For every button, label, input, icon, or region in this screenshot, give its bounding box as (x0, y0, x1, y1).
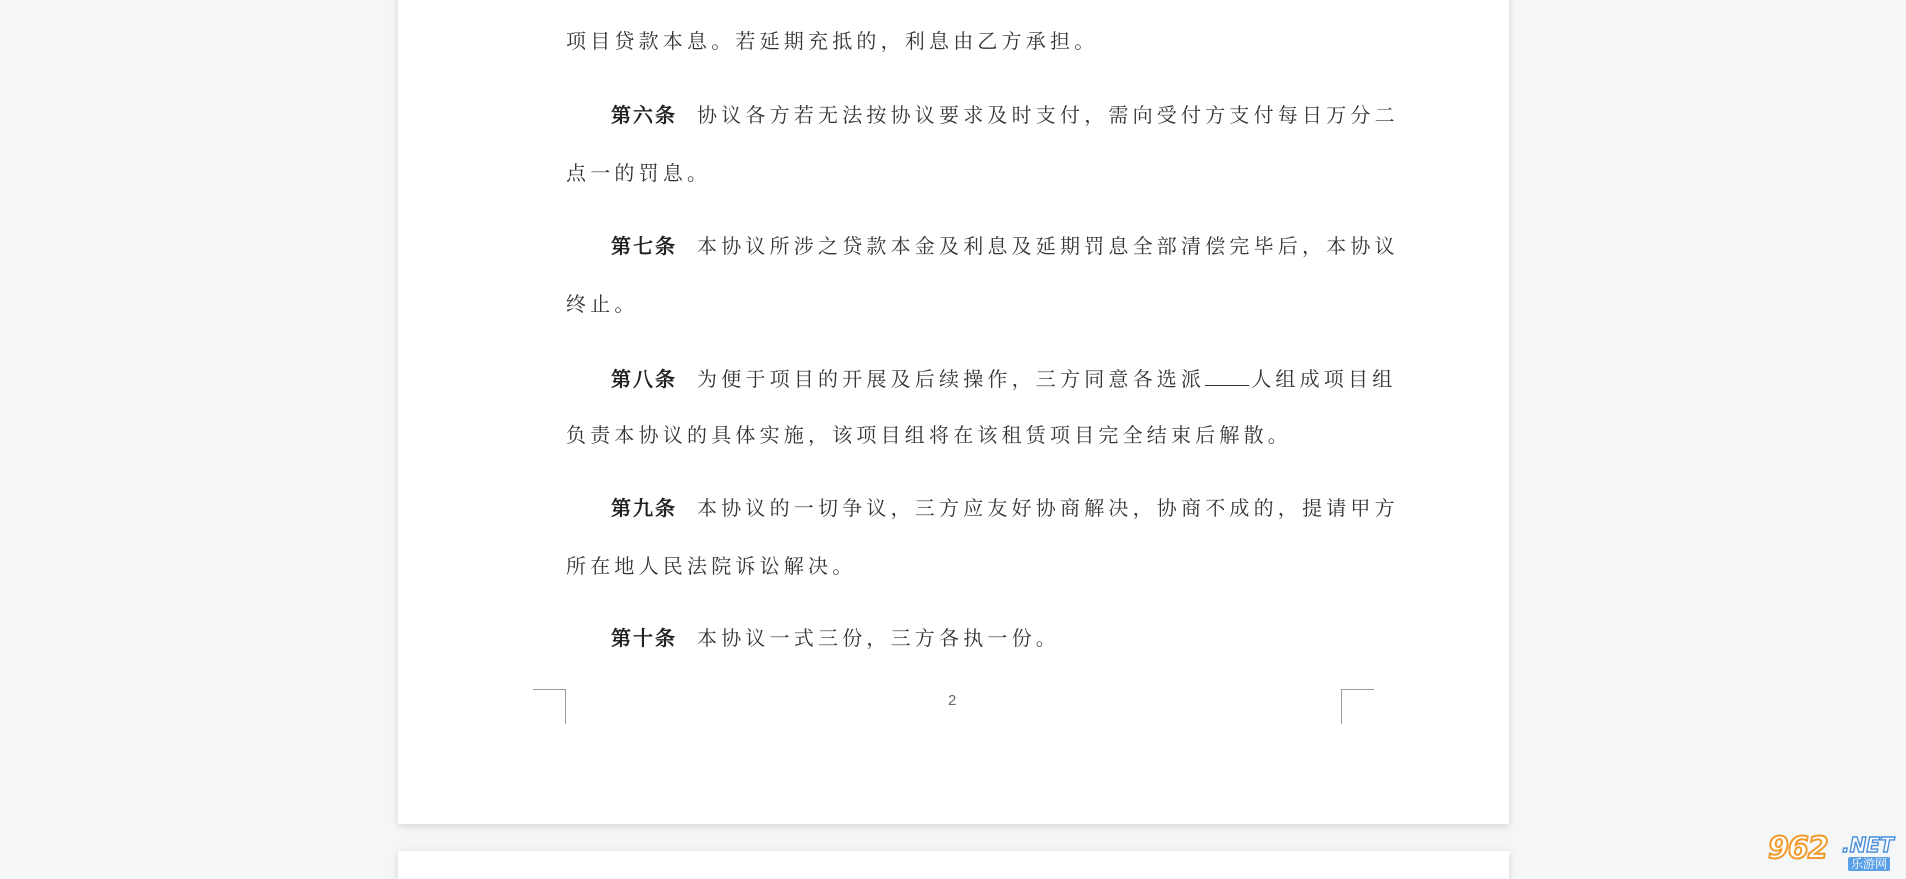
article-8-line-1 (611, 367, 1396, 389)
article-text: 本协议所涉之贷款本金及利息及延期罚息全部清偿完毕后，本协议 (697, 234, 1399, 258)
watermark-subtitle: 乐游网 (1848, 857, 1890, 871)
next-document-page (398, 851, 1509, 879)
article-7-line-1 (611, 236, 1399, 256)
article-number: 第七条 (611, 234, 677, 258)
article-number: 第八条 (611, 367, 677, 391)
article-number: 第六条 (611, 103, 677, 127)
article-8-line-2: 负责本协议的具体实施，该项目组将在该租赁项目完全结束后解散。 (566, 423, 1292, 447)
site-watermark-logo (1766, 831, 1898, 873)
crop-mark-right (1341, 689, 1374, 724)
article-number: 第九条 (611, 496, 677, 520)
article-9-line-1 (611, 498, 1399, 518)
watermark-number: 962 (1768, 831, 1828, 866)
article-number: 第十条 (611, 626, 677, 650)
paragraph-line: 项目贷款本息。若延期充抵的，利息由乙方承担。 (566, 29, 1099, 53)
article-6-line-1 (611, 105, 1399, 125)
article-text: 本协议一式三份，三方各执一份。 (697, 626, 1060, 650)
blank-underline (1205, 367, 1249, 386)
article-text: 为便于项目的开展及后续操作，三方同意各选派 (697, 367, 1206, 391)
page-number: 2 (948, 692, 957, 709)
article-text-continued: 人组成项目组 (1251, 367, 1397, 391)
article-10-line-1 (611, 628, 1060, 648)
article-6-line-2: 点一的罚息。 (566, 161, 712, 185)
article-text: 协议各方若无法按协议要求及时支付，需向受付方支付每日万分二 (697, 103, 1399, 127)
article-9-line-2: 所在地人民法院诉讼解决。 (566, 554, 857, 578)
watermark-suffix: .NET (1842, 833, 1894, 857)
crop-mark-left (533, 689, 566, 724)
article-7-line-2: 终止。 (566, 292, 639, 316)
article-text: 本协议的一切争议，三方应友好协商解决，协商不成的，提请甲方 (697, 496, 1399, 520)
